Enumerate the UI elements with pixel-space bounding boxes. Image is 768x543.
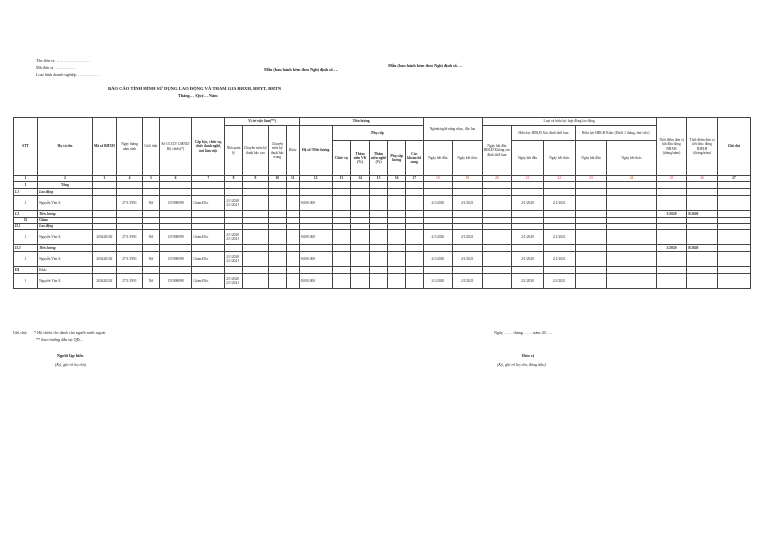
cell-vt-dates: 2/1/2020 2/1/2021 — [225, 252, 243, 267]
col-num: 1 — [14, 176, 38, 182]
section-code: I — [14, 182, 38, 189]
cell-bhxh: 203420182 — [92, 230, 116, 245]
col-heavy-end: Ngày kết thúc — [453, 141, 483, 176]
section-label: Tổng — [38, 182, 93, 189]
col-c-def-end: Ngày kết thúc — [543, 141, 575, 176]
col-a5: Các khoản bổ sung — [405, 141, 423, 176]
sign-left-note: (Ký, ghi rõ họ tên) — [55, 362, 87, 367]
cell-job: Giám Đốc — [192, 274, 225, 289]
col-num: 9 — [242, 176, 268, 182]
section-label: Lao động — [38, 224, 93, 230]
cell-name: Nguyễn Văn A — [38, 196, 93, 211]
cell-stt: 1 — [14, 252, 38, 267]
cell-heavy-end: 2/1/2021 — [453, 230, 483, 245]
col-c-indef: Ngày bắt đầu HĐLĐ Không xác định thời hạn — [482, 126, 512, 176]
col-num: 26 — [687, 176, 718, 182]
cell-dob: 27/1/1991 — [116, 274, 142, 289]
cell-month-start: 2/2020 — [656, 245, 687, 252]
col-sex: Giới tính — [143, 118, 159, 176]
cell-sex: Nữ — [143, 274, 159, 289]
section-label: Tiền lương — [38, 211, 93, 218]
col-num: 4 — [116, 176, 142, 182]
section-code: III — [14, 267, 38, 274]
col-dob: Ngày tháng năm sinh — [116, 118, 142, 176]
section-row-ii2 — [14, 245, 751, 252]
cell-wage: 8.000.000 — [299, 196, 332, 211]
cell-name: Nguyễn Văn A — [38, 252, 93, 267]
cell-id: 151908098 — [159, 252, 192, 267]
cell-heavy-end: 2/1/2021 — [453, 196, 483, 211]
cell-id: 151908098 — [159, 274, 192, 289]
col-heavy-start: Ngày bắt đầu — [423, 141, 453, 176]
table-row — [14, 230, 751, 245]
cell-bhxh: 203420182 — [92, 252, 116, 267]
col-group-salary: Tiền lương — [299, 118, 423, 126]
report-title: BÁO CÁO TÌNH HÌNH SỬ DỤNG LAO ĐỘNG VÀ THAM GIA BHXH, BHYT, BHTN — [108, 86, 282, 91]
cell-heavy-start: 2/1/2020 — [423, 274, 453, 289]
col-num: 13 — [332, 176, 351, 182]
col-group-heavy: Ngành/nghề nặng nhọc, độc hại — [423, 118, 482, 141]
cell-wage: 8.000.000 — [299, 274, 332, 289]
sign-right-title: Đơn vị — [522, 353, 534, 358]
table-row — [14, 274, 751, 289]
footnote-1: * Hộ chiếu chỉ dành cho người nước ngoài — [34, 330, 106, 335]
col-num: 15 — [369, 176, 388, 182]
col-a2: Thâm niên VK (%) — [351, 141, 370, 176]
cell-heavy-start: 2/1/2020 — [423, 230, 453, 245]
col-num: 7 — [192, 176, 225, 182]
col-num: 6 — [159, 176, 192, 182]
cell-wage: 8.000.000 — [299, 252, 332, 267]
col-num: 2 — [38, 176, 93, 182]
cell-name: Nguyễn Văn A — [38, 230, 93, 245]
col-num: 10 — [269, 176, 287, 182]
col-num: 5 — [143, 176, 159, 182]
section-label: Lao động — [38, 189, 93, 196]
cell-vt-dates: 2/1/2020 2/1/2021 — [225, 274, 243, 289]
col-num: 22 — [543, 176, 575, 182]
cell-id: 151908098 — [159, 230, 192, 245]
col-num: 16 — [388, 176, 406, 182]
col-num: 11 — [286, 176, 299, 182]
cell-heavy-end: 2/1/2021 — [453, 274, 483, 289]
col-a4: Phụ cấp lương — [388, 141, 406, 176]
cell-job: Giám Đốc — [192, 196, 225, 211]
col-bhxh-start: Thời điểm đơn vị bắt đầu đóng BHXH (tháng/năm) — [656, 118, 687, 176]
form-note-2: Mẫu (ban hành kèm theo Nghị định số…. — [388, 63, 462, 68]
col-group-c-other: Hiệu lực HĐLĐ Khác (Dưới 1 tháng, thử việc) — [575, 126, 656, 141]
cell-heavy-start: 2/1/2020 — [423, 196, 453, 211]
cell-id: 151908098 — [159, 196, 192, 211]
table-row — [14, 252, 751, 267]
cell-vt-dates: 2/1/2020 2/1/2021 — [225, 230, 243, 245]
cell-stt: 1 — [14, 230, 38, 245]
unit-code-line: Mã đơn vị: …………… — [36, 65, 77, 70]
report-table — [13, 117, 751, 289]
cell-month-end: 8/2020 — [687, 211, 718, 218]
col-group-c-def: Hiệu lực HĐLĐ Xác định thời hạn — [512, 126, 575, 141]
col-bhxh: Mã số BHXH — [92, 118, 116, 176]
report-subtitle: Tháng… /Quý… Năm — [178, 93, 218, 98]
cell-c-def-end: 2/1/2021 — [543, 230, 575, 245]
col-name: Họ và tên — [38, 118, 93, 176]
cell-heavy-end: 2/1/2021 — [453, 252, 483, 267]
col-a1: Chức vụ — [332, 141, 351, 176]
section-row-iii — [14, 267, 751, 274]
cell-sex: Nữ — [143, 196, 159, 211]
cell-c-def-start: 2/1/2020 — [512, 252, 544, 267]
section-code: II — [14, 218, 38, 224]
cell-stt: 1 — [14, 274, 38, 289]
sign-left-title: Người lập biểu — [57, 353, 84, 358]
cell-bhxh — [92, 196, 116, 211]
col-num: 17 — [405, 176, 423, 182]
footnote-2: ** theo hướng dẫn tại QĐ... — [36, 337, 83, 342]
cell-heavy-start: 2/1/2020 — [423, 252, 453, 267]
section-row-i2 — [14, 211, 751, 218]
col-note: Ghi chú — [717, 118, 750, 176]
section-label: Giảm — [38, 218, 93, 224]
cell-stt: 1 — [14, 196, 38, 211]
section-row-total — [14, 182, 751, 189]
cell-sex: Nữ — [143, 230, 159, 245]
col-c-other-start: Ngày bắt đầu — [575, 141, 607, 176]
col-job: Cấp bậc, chức vụ, chức danh nghề, nơi làm việc — [192, 118, 225, 176]
section-code: II.1 — [14, 224, 38, 230]
cell-dob: 27/1/1991 — [116, 252, 142, 267]
cell-job: Giám Đốc — [192, 230, 225, 245]
footnote-label: Ghi chú: — [13, 330, 28, 335]
col-stt: STT — [14, 118, 38, 176]
unit-name-line: Tên đơn vị: …………………… — [36, 58, 90, 63]
col-num: 3 — [92, 176, 116, 182]
col-mgmt: Nhà quản lý — [225, 126, 243, 176]
col-num: 12 — [299, 176, 332, 182]
col-num: 23 — [575, 176, 607, 182]
cell-wage: 8.000.000 — [299, 230, 332, 245]
col-num: 21 — [512, 176, 544, 182]
cell-c-def-end: 2/1/2021 — [543, 274, 575, 289]
col-num: 18 — [423, 176, 453, 182]
col-num: 27 — [717, 176, 750, 182]
col-c-other-end: Ngày kết thúc — [607, 141, 656, 176]
col-other: Khác — [286, 126, 299, 176]
section-code: I.1 — [14, 189, 38, 196]
col-a3: Thâm niên nghề (%) — [369, 141, 388, 176]
cell-c-def-end: 2/1/2021 — [543, 196, 575, 211]
col-group-vtvl: Vị trí việc làm(**) — [225, 118, 299, 126]
date-line: Ngày …… tháng …… năm 20….. — [494, 330, 553, 335]
section-row-i1 — [14, 189, 751, 196]
cell-month-start: 2/2020 — [656, 211, 687, 218]
form-note-1: Mẫu (ban hành kèm theo Nghị định số…. — [264, 67, 338, 72]
col-num: 19 — [453, 176, 483, 182]
col-group-allow: Phụ cấp — [332, 126, 423, 141]
section-label: Khác — [38, 267, 93, 274]
sign-right-note: (Ký, ghi rõ họ tên, đóng dấu) — [497, 362, 546, 367]
col-id: Số CCCD/ CMND/ Hộ chiếu(*) — [159, 118, 192, 176]
cell-c-def-start: 2/1/2020 — [512, 274, 544, 289]
col-num: 25 — [656, 176, 687, 182]
col-num: 20 — [482, 176, 512, 182]
section-label: Tiền lương — [38, 245, 93, 252]
col-num: 14 — [351, 176, 370, 182]
table-row — [14, 196, 751, 211]
business-type-line: Loại hình doanh nghiệp: …………… — [36, 72, 100, 77]
cell-dob: 27/1/1991 — [116, 230, 142, 245]
cell-sex: Nữ — [143, 252, 159, 267]
cell-c-def-start: 2/1/2020 — [512, 196, 544, 211]
section-code: II.2 — [14, 245, 38, 252]
col-wage: Hệ số/ Mức lương — [299, 126, 332, 176]
col-num: 24 — [607, 176, 656, 182]
cell-name: Nguyễn Văn A — [38, 274, 93, 289]
cell-c-def-start: 2/1/2020 — [512, 230, 544, 245]
col-bhxh-end: Thời điểm đơn vị kết thúc đóng BHXH (tháng/năm) — [687, 118, 718, 176]
cell-bhxh: 203420182 — [92, 274, 116, 289]
col-group-contract: Loại và hiệu lực hợp đồng lao động — [482, 118, 656, 126]
cell-vt-dates: 2/1/2020 2/1/2021 — [225, 196, 243, 211]
section-code: I.2 — [14, 211, 38, 218]
col-c-def-start: Ngày bắt đầu — [512, 141, 544, 176]
cell-c-def-end: 2/1/2021 — [543, 252, 575, 267]
col-tech-hi: Chuyên môn kỹ thuật bậc cao — [242, 126, 268, 176]
cell-dob: 27/1/1991 — [116, 196, 142, 211]
col-tech-mid: Chuyên môn kỹ thuật bậc trung — [269, 126, 287, 176]
cell-month-end: 8/2020 — [687, 245, 718, 252]
col-num: 8 — [225, 176, 243, 182]
cell-job: Giám Đốc — [192, 252, 225, 267]
